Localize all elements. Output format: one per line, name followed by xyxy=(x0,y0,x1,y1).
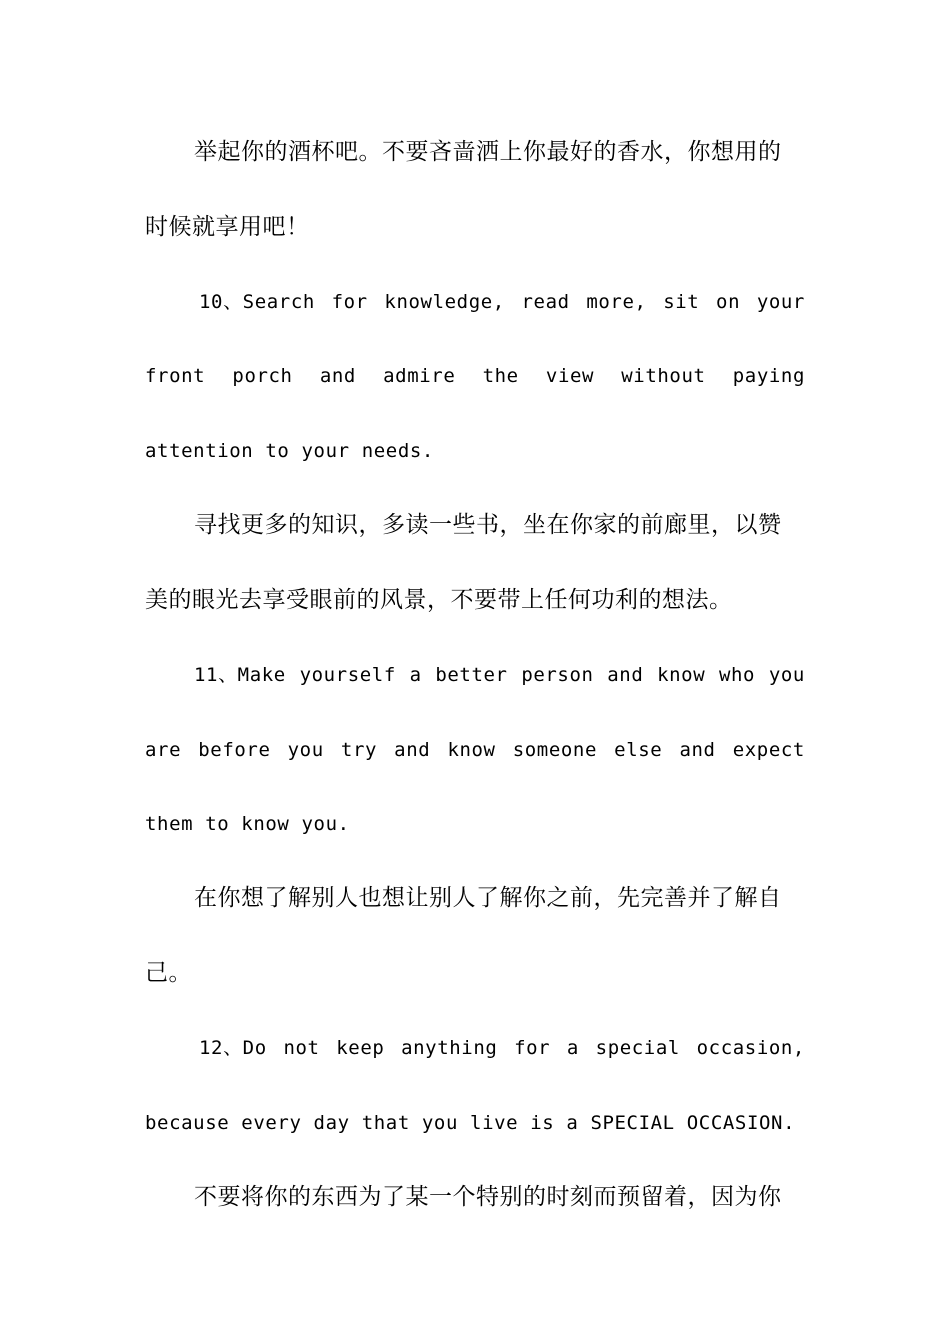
word: and xyxy=(319,365,356,387)
word: the xyxy=(482,365,519,387)
word: person xyxy=(521,664,594,686)
paragraph-12-en-line-2: because every day that you live is a SPECIAL OCCASION. xyxy=(145,1112,796,1134)
word: your xyxy=(756,291,805,313)
word: you xyxy=(287,739,324,761)
paragraph-10-zh-line-1: 寻找更多的知识，多读一些书，坐在你家的前廊里，以赞 xyxy=(194,512,782,538)
paragraph-9-zh-line-2: 时候就享用吧！ xyxy=(145,214,310,240)
word: a xyxy=(566,1037,579,1059)
paragraph-10-en-line-3: attention to your needs. xyxy=(145,440,434,462)
paragraph-11-zh-line-2: 己。 xyxy=(145,960,192,986)
word: admire xyxy=(383,365,456,387)
word: 12、Do xyxy=(199,1037,267,1059)
word: know xyxy=(657,664,706,686)
word: porch xyxy=(232,365,293,387)
paragraph-12-zh-line-1: 不要将你的东西为了某一个特别的时刻而预留着，因为你 xyxy=(194,1184,782,1210)
word: 11、Make xyxy=(194,664,286,686)
word: for xyxy=(514,1037,551,1059)
word: special xyxy=(595,1037,680,1059)
word: more, xyxy=(586,291,647,313)
paragraph-11-en-line-1 xyxy=(194,655,805,695)
paragraph-10-en-line-1 xyxy=(199,282,805,322)
word: and xyxy=(679,739,716,761)
word: who xyxy=(718,664,756,686)
word: paying xyxy=(732,365,805,387)
word: and xyxy=(394,739,431,761)
paragraph-10-zh-line-2: 美的眼光去享受眼前的风景，不要带上任何功利的想法。 xyxy=(145,587,733,613)
paragraph-10-en-line-2 xyxy=(145,356,805,396)
word: know xyxy=(447,739,496,761)
word: try xyxy=(340,739,378,761)
paragraph-11-zh-line-1: 在你想了解别人也想让别人了解你之前，先完善并了解自 xyxy=(194,885,782,911)
word: occasion, xyxy=(696,1037,805,1059)
word: not xyxy=(283,1037,320,1059)
word: keep xyxy=(336,1037,385,1059)
word: anything xyxy=(401,1037,498,1059)
word: a xyxy=(409,664,422,686)
word: and xyxy=(607,664,644,686)
word: read xyxy=(521,291,570,313)
word: 10、Search xyxy=(199,291,315,313)
word: better xyxy=(435,664,508,686)
word: for xyxy=(331,291,368,313)
word: sit xyxy=(663,291,700,313)
paragraph-11-en-line-3: them to know you. xyxy=(145,813,350,835)
word: you xyxy=(768,664,805,686)
word: before xyxy=(198,739,271,761)
word: are xyxy=(145,739,182,761)
word: someone xyxy=(512,739,598,761)
paragraph-9-zh-line-1: 举起你的酒杯吧。不要吝啬洒上你最好的香水，你想用的 xyxy=(194,139,782,165)
paragraph-11-en-line-2 xyxy=(145,730,805,770)
word: view xyxy=(545,365,595,387)
word: without xyxy=(621,365,706,387)
word: on xyxy=(716,291,741,313)
word: knowledge, xyxy=(384,291,505,313)
word: yourself xyxy=(299,664,396,686)
word: front xyxy=(145,365,206,387)
word: expect xyxy=(732,739,805,761)
word: else xyxy=(614,739,663,761)
paragraph-12-en-line-1 xyxy=(199,1028,805,1068)
